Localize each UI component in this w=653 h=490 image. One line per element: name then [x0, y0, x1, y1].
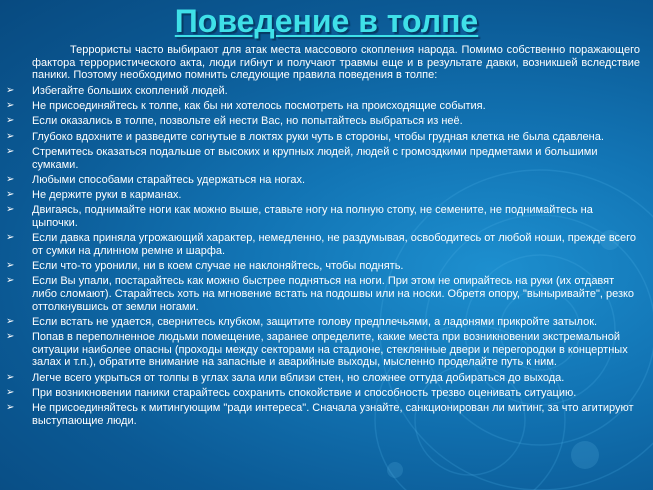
arrowhead-bullet-icon: ➢ — [6, 331, 15, 343]
rule-text: Если встать не удается, свернитесь клубком, защитите голову предплечьями, а ладонями прикройте затылок. — [32, 315, 598, 328]
rule-item — [6, 131, 646, 144]
rules-list — [6, 85, 646, 428]
arrowhead-bullet-icon: ➢ — [6, 145, 15, 157]
rule-text: Легче всего укрыться от толпы в углах зала или вблизи стен, но сложнее оттуда добираться до выхода. — [32, 371, 565, 384]
rule-item — [6, 189, 646, 202]
rule-text: Если оказались в толпе, позвольте ей нести Вас, но попытайтесь выбраться из неё. — [32, 115, 463, 128]
rule-item — [6, 85, 646, 98]
arrowhead-bullet-icon: ➢ — [6, 204, 15, 216]
arrowhead-bullet-icon: ➢ — [6, 232, 15, 244]
rule-text: Не держите руки в карманах. — [32, 189, 182, 202]
rule-item — [6, 331, 646, 369]
rule-item — [6, 402, 646, 427]
rule-text: Если Вы упали, постарайтесь как можно быстрее подняться на ноги. При этом не опирайтесь на руки (их отдавят либо сломают). Старайтесь хоть на мгновение встать на подошвы или на носки. Обретя опору, "выныривайте", резко оттолкнувшись от земли ногами. — [32, 275, 635, 313]
arrowhead-bullet-icon: ➢ — [6, 84, 15, 96]
rule-text: Любыми способами старайтесь удержаться на ногах. — [32, 173, 306, 186]
arrowhead-bullet-icon: ➢ — [6, 402, 15, 414]
arrowhead-bullet-icon: ➢ — [6, 315, 15, 327]
rule-text: При возникновении паники старайтесь сохранить спокойствие и способность трезво оценивать ситуацию. — [32, 386, 577, 399]
rule-text: Двигаясь, поднимайте ноги как можно выше, ставьте ногу на полную стопу, не семените, не поднимайтесь на цыпочки. — [32, 204, 593, 229]
rule-item — [6, 316, 646, 329]
arrowhead-bullet-icon: ➢ — [6, 260, 15, 272]
rule-text: Стремитесь оказаться подальше от высоких и крупных людей, людей с громоздкими предметами и большими сумками. — [32, 145, 598, 171]
arrowhead-bullet-icon: ➢ — [6, 100, 15, 112]
rule-text: Попав в переполненное людьми помещение, заранее определите, какие места при возникновении экстремальной ситуации наиболее опасны (проходы между секторами на стадионе, стеклянные двери и перегородки в концертных залах и т.п.), обратите внимание на запасные и аварийные выходы, мысленно проделайте путь к ним. — [32, 331, 628, 369]
slide-title: Поведение в толпе — [174, 3, 479, 39]
arrowhead-bullet-icon: ➢ — [6, 275, 15, 287]
arrowhead-bullet-icon: ➢ — [6, 371, 15, 383]
arrowhead-bullet-icon: ➢ — [6, 189, 15, 201]
rule-text: Если давка приняла угрожающий характер, немедленно, не раздумывая, освободитесь от любой ноши, прежде всего от сумки на длинном ремне и шарфа. — [32, 232, 637, 257]
rule-item — [6, 387, 646, 400]
rule-text: Глубоко вдохните и разведите согнутые в локтях руки чуть в стороны, чтобы грудная клетка не была сдавлена. — [32, 130, 604, 143]
slide-content — [6, 44, 646, 430]
rule-item — [6, 372, 646, 385]
rule-item — [6, 232, 646, 257]
rule-item — [6, 115, 646, 128]
rule-item — [6, 174, 646, 187]
rule-text: Не присоединяйтесь к митингующим "ради интереса". Сначала узнайте, санкционирован ли митинг, за что агитируют выступающие люди. — [32, 402, 634, 427]
arrowhead-bullet-icon: ➢ — [6, 173, 15, 185]
rule-text: Избегайте больших скоплений людей. — [32, 84, 228, 97]
arrowhead-bullet-icon: ➢ — [6, 115, 15, 127]
rule-item — [6, 204, 646, 229]
rule-item — [6, 275, 646, 313]
arrowhead-bullet-icon: ➢ — [6, 386, 15, 398]
arrowhead-bullet-icon: ➢ — [6, 130, 15, 142]
rule-text: Если что-то уронили, ни в коем случае не наклоняйтесь, чтобы поднять. — [32, 260, 404, 273]
rule-item — [6, 146, 646, 171]
rule-item — [6, 260, 646, 273]
intro-paragraph: Террористы часто выбирают для атак места массового скопления народа. Помимо собственно поражающего фактора террористического акта, люди гибнут и получают травмы еще и в результате давки, возникшей вследствие паники. Поэтому необходимо помнить следующие правила поведения в толпе: — [32, 44, 640, 82]
rule-text: Не присоединяйтесь к толпе, как бы ни хотелось посмотреть на происходящие события. — [32, 100, 486, 113]
rule-item — [6, 100, 646, 113]
